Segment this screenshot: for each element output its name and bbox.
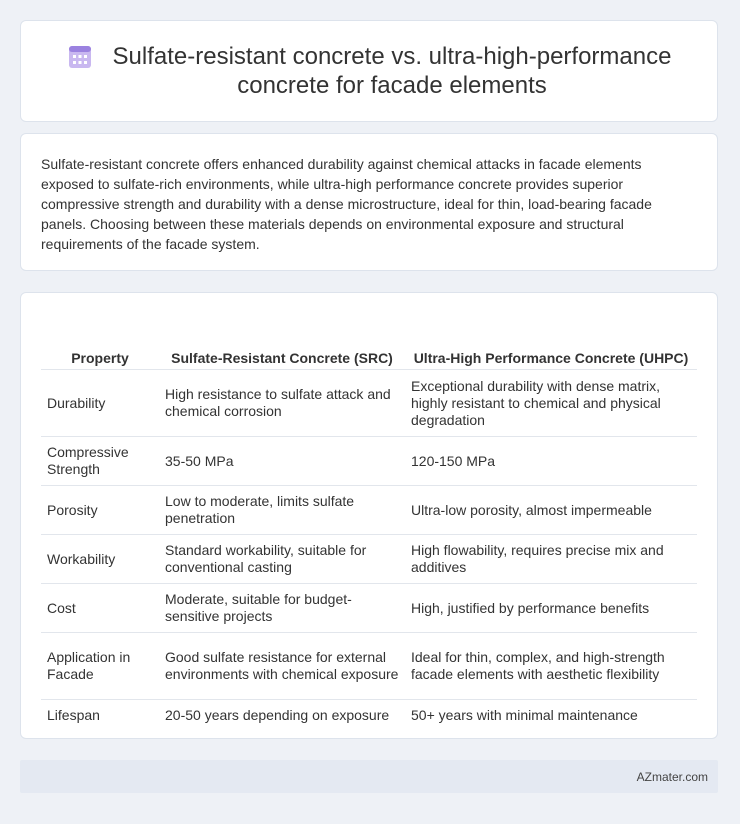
table-cell-src: Low to moderate, limits sulfate penetration <box>159 486 405 535</box>
table-row <box>41 370 697 437</box>
table-cell-property: Application in Facade <box>41 633 159 700</box>
table-cell-src: High resistance to sulfate attack and chemical corrosion <box>159 370 405 437</box>
footer-brand: AZmater.com <box>636 769 708 784</box>
table-cell-property: Durability <box>41 370 159 437</box>
title-card <box>20 20 718 122</box>
table-cell-property: Cost <box>41 584 159 633</box>
table-cell-src: Standard workability, suitable for conventional casting <box>159 535 405 584</box>
table-cell-property: Workability <box>41 535 159 584</box>
table-row <box>41 584 697 633</box>
page-title: Sulfate-resistant concrete vs. ultra-high-performance concrete for facade elements <box>112 43 672 99</box>
table-cell-property: Porosity <box>41 486 159 535</box>
table-row <box>41 486 697 535</box>
table-header-row <box>41 311 697 370</box>
table-cell-src: Good sulfate resistance for external environments with chemical exposure <box>159 633 405 700</box>
table-row <box>41 535 697 584</box>
table-cell-uhpc: Exceptional durability with dense matrix, highly resistant to chemical and physical degradation <box>405 370 697 437</box>
intro-card <box>20 133 718 271</box>
column-header-uhpc: Ultra-High Performance Concrete (UHPC) <box>405 311 697 370</box>
comparison-table <box>41 311 697 731</box>
intro-paragraph: Sulfate-resistant concrete offers enhanced durability against chemical attacks in facade elements exposed to sulfate-rich environments, while ultra-high performance concrete provides superior compressive strength and durability with a dense microstructure, ideal for thin, load-bearing facade panels. Choosing between these materials depends on environmental exposure and structural requirements of the facade system. <box>41 156 652 252</box>
table-cell-uhpc: High, justified by performance benefits <box>405 584 697 633</box>
table-row <box>41 700 697 731</box>
table-cell-uhpc: Ultra-low porosity, almost impermeable <box>405 486 697 535</box>
comparison-table-card <box>20 292 718 739</box>
table-cell-property: Compressive Strength <box>41 437 159 486</box>
table-cell-src: 35-50 MPa <box>159 437 405 486</box>
table-row <box>41 633 697 700</box>
table-row <box>41 437 697 486</box>
table-cell-src: Moderate, suitable for budget-sensitive projects <box>159 584 405 633</box>
table-icon <box>66 43 94 71</box>
footer <box>20 760 718 793</box>
table-cell-uhpc: High flowability, requires precise mix and additives <box>405 535 697 584</box>
column-header-property: Property <box>41 311 159 370</box>
column-header-src: Sulfate-Resistant Concrete (SRC) <box>159 311 405 370</box>
table-cell-uhpc: 120-150 MPa <box>405 437 697 486</box>
table-cell-src: 20-50 years depending on exposure <box>165 706 390 723</box>
table-cell-uhpc: 50+ years with minimal maintenance <box>411 706 638 723</box>
table-cell-property: Lifespan <box>47 706 100 723</box>
table-cell-uhpc: Ideal for thin, complex, and high-strength facade elements with aesthetic flexibility <box>405 633 697 700</box>
